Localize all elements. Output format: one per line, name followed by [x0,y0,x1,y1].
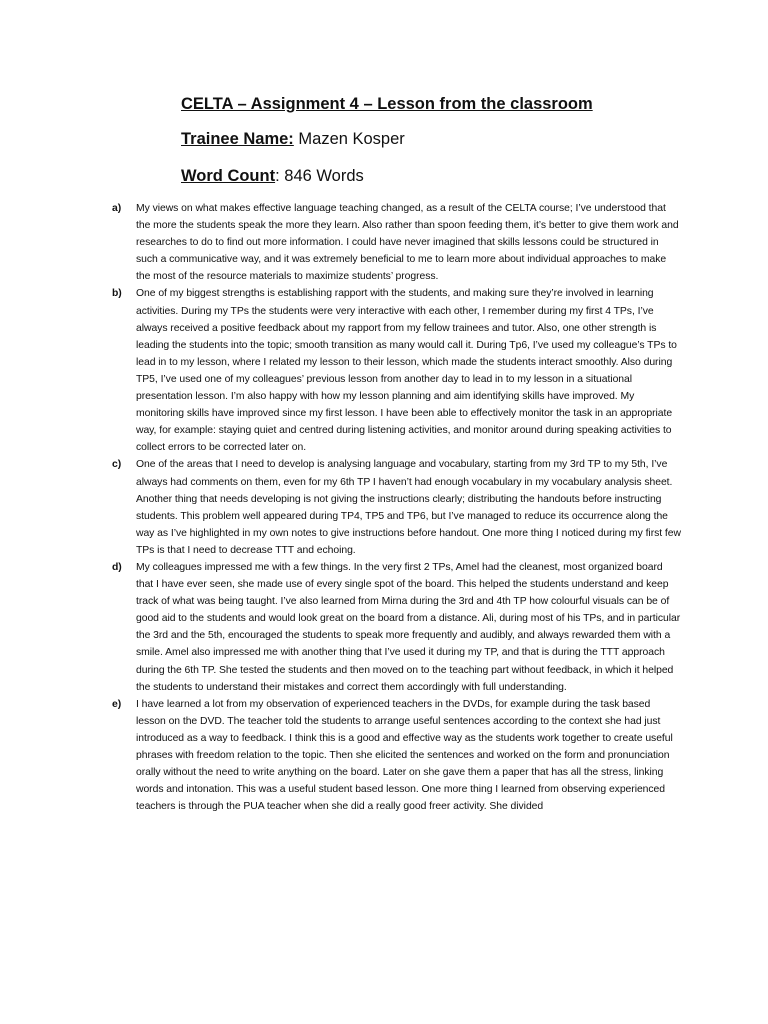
answer-item-b [112,285,682,456]
trainee-name-label: Trainee Name: [181,130,294,148]
answer-marker: b) [112,288,122,300]
answer-text: My views on what makes effective language teaching changed, as a result of the CELTA course; I’ve understood that the more the students speak the more they learn. Also rather than spoon feeding them, it’s better to give them work and researches to do to find out more information. I could have never imagined that skills lessons could be structured in such a communicative way, and it was extremely beneficial to me to learn more about individual approaches to make the most of the resource materials to maximize students’ progress. [136,203,679,283]
answer-marker: e) [112,698,122,710]
answer-item-a [112,200,682,285]
trainee-name-value: Mazen Kosper [293,130,405,148]
answer-marker: c) [112,459,122,471]
answer-item-e [112,696,682,816]
answer-text: I have learned a lot from my observation of experienced teachers in the DVDs, for example during the task based lesson on the DVD. The teacher told the students to arrange useful sentences according to the context she had just introduced as a way to feedback. I think this is a good and effective way as the students work together to create useful phrases with freedom relation to the topic. Then she elicited the sentences and worked on the form and pronunciation orally without the need to write anything on the board. Later on she gave them a paper that has all the stress, linking words and intonation. This was a useful student based lesson. One more thing I learned from observing experienced teachers is through the PUA teacher when she did a really good freer activity. She divided [136,698,673,813]
answer-item-d [112,559,682,696]
answer-item-c [112,456,682,559]
answer-text: One of my biggest strengths is establishing rapport with the students, and making sure they’re involved in learning activities. During my TPs the students were very interactive with each other, I remember during my first 4 TPs, I’ve always received a positive feedback about my rapport from my fellow trainees and tutor. Also, one other strength is leading the students into the topic; smooth transition as many would call it. During Tp6, I’ve used my colleague’s TPs to lead in to my lesson, where I related my lesson to their lesson, which made the students interact smoothly. Also during TP5, I’ve used one of my colleagues’ previous lesson from another day to lead in to my lesson in a situational presentation lesson. I’m also happy with how my lesson planning and aim identifying skills have improved. My monitoring skills have improved since my first lesson. I have been able to effectively monitor the task in an appropriate way, for example: staying quiet and centred during listening activities, and monitor around during speaking activities to collect errors to be corrected later on. [136,288,677,454]
answer-list [112,200,682,815]
answer-marker: d) [112,561,122,573]
document-title: CELTA – Assignment 4 – Lesson from the classroom [181,95,593,113]
word-count-line [181,167,364,186]
answer-text: My colleagues impressed me with a few things. In the very first 2 TPs, Amel had the cleanest, most organized board that I have ever seen, she made use of every single spot of the board. This helped the students understand and keep track of what was being taught. I’ve also learned from Mirna during the 3rd and 4th TP how colourful visuals can be of good aid to the students and would look great on the board from a distance. Ali, during most of his TPs, and in particular the 3rd and the 5th, encouraged the students to speak more frequently and audibly, and always rewarded them with a smile. Amel also impressed me with another thing that I’ve used it during my TP, and that is during the TTT approach during the 6th TP. She tested the students and then moved on to the teaching part without feedback, in which it helped the students to understand their mistakes and correct them accordingly with full understanding. [136,561,681,693]
word-count-label: Word Count [181,167,276,185]
word-count-value: : 846 Words [275,167,364,185]
answer-marker: a) [112,203,122,214]
trainee-name-line [181,130,405,149]
answer-text: One of the areas that I need to develop is analysing language and vocabulary, starting from my 3rd TP to my 5th, I’ve always had comments on them, even for my 6th TP I haven’t had enough vocabulary in my vocabulary analysis sheet. Another thing that needs developing is not giving the instructions clearly; distributing the handouts before instructing students. This problem well appeared during TP4, TP5 and TP6, but I’ve managed to reduce its occurrence along the way as I’ve highlighted in my own notes to give instructions before handout. One more thing I noticed during my first few TPs is that I need to decrease TTT and echoing. [136,459,681,556]
